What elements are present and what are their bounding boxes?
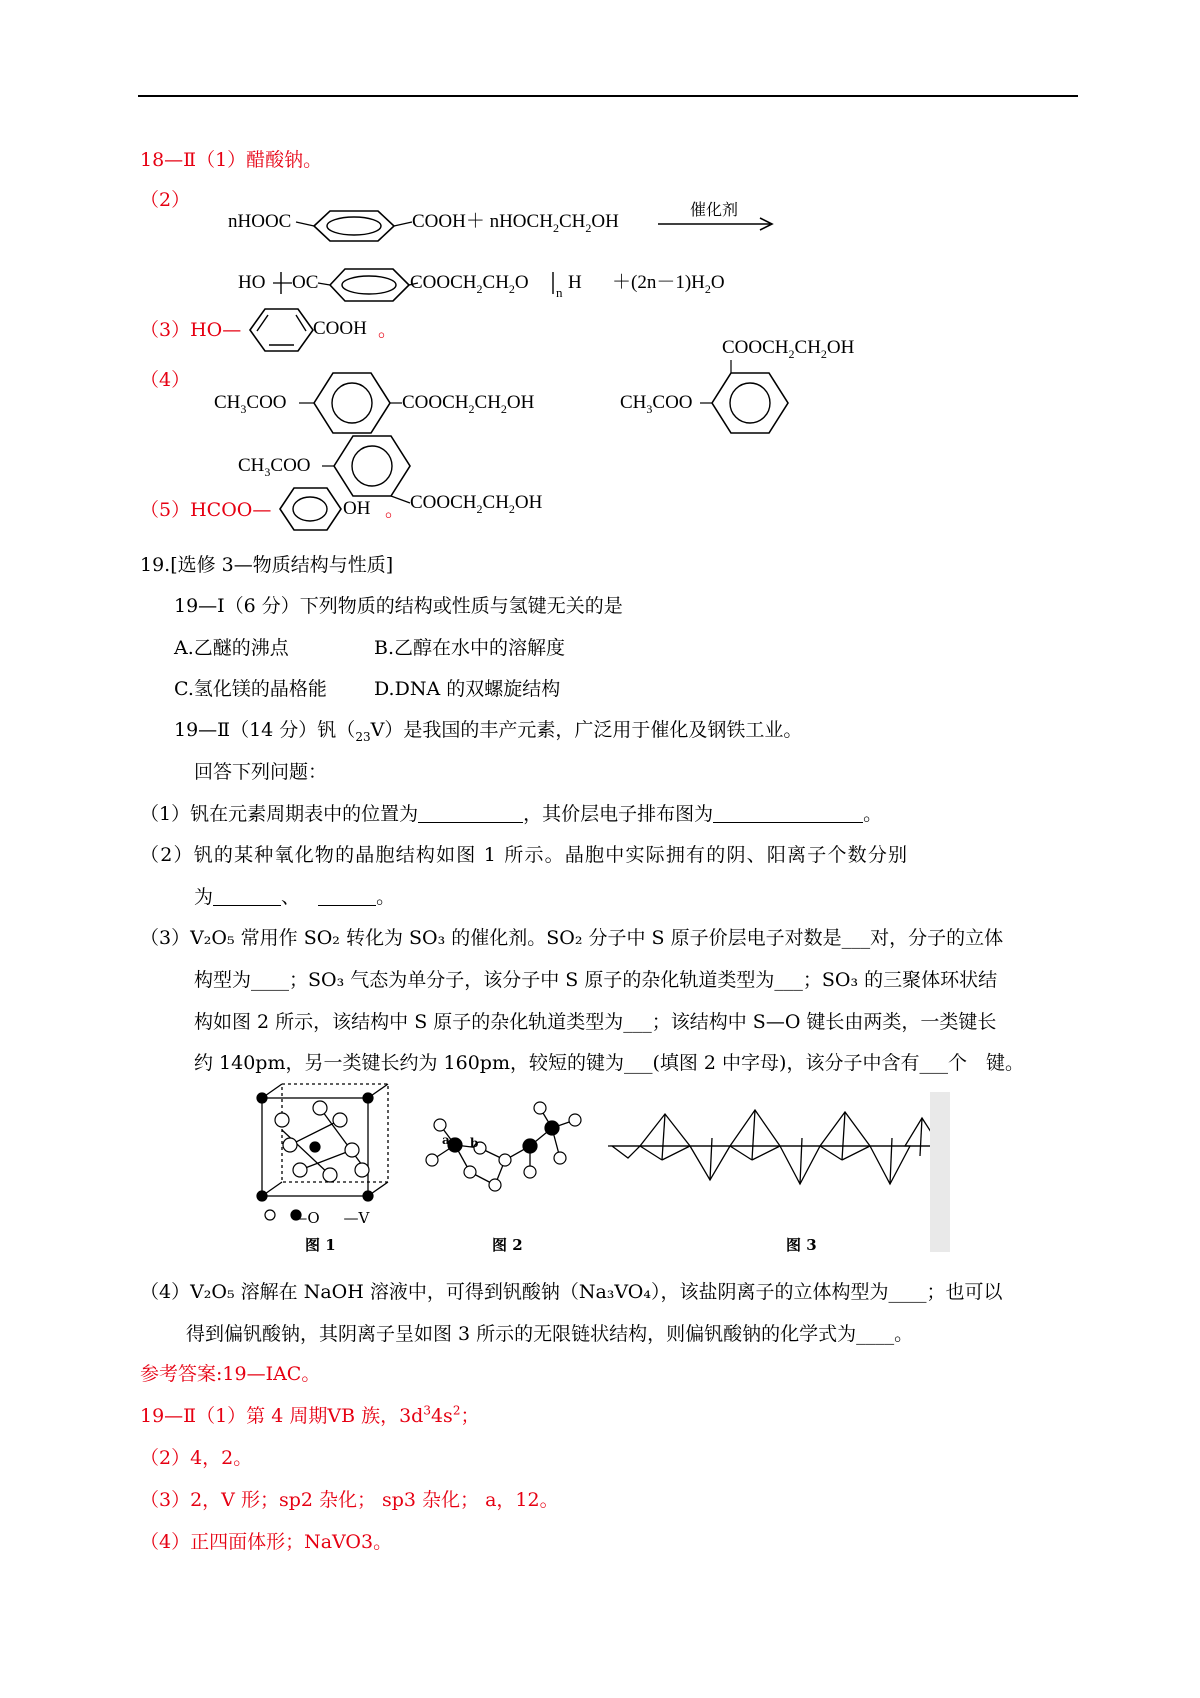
sub-question-4-line1: （4）V₂O₅ 溶解在 NaOH 溶液中，可得到钒酸钠（Na₃VO₄），该盐阴离子的立体构型为____；也可以: [140, 1281, 1003, 1303]
option-c: C.氢化镁的晶格能: [174, 678, 327, 700]
q18-5-end: 。: [385, 499, 405, 521]
sub-question-1: （1）钒在元素周期表中的位置为 ，其价层电子排布图为 。: [140, 803, 883, 825]
structure-c-top: $COOCH_2CH_2OH$: [722, 337, 855, 361]
answer-19-ii-3: （3）2，V 形；sp2 杂化； sp3 杂化； a，12。: [140, 1489, 559, 1511]
q18-answer-5-label: （5）HCOO—: [140, 499, 272, 521]
structure-a-left: $CH_3COO$: [214, 392, 287, 416]
water-term: $+(2n-1)H_2O$: [612, 272, 725, 296]
q18-answer-1: 18—Ⅱ（1）醋酸钠。: [140, 149, 323, 171]
fig2-label-a: a: [442, 1133, 450, 1147]
sub-question-3-line2: 构型为____；SO₃ 气态为单分子，该分子中 S 原子的杂化轨道类型为___；SO₃ 的三聚体环状结: [194, 969, 998, 991]
sub-question-2-line2: 为 、 。: [194, 886, 396, 908]
answer-19-i: 参考答案:19—ⅠAC。: [140, 1363, 321, 1385]
option-d: D.DNA 的双螺旋结构: [374, 678, 561, 700]
product-right: $COOCH_2CH_2O$: [410, 272, 529, 296]
fig1-caption: 图 1: [305, 1236, 336, 1254]
product-n: n: [556, 285, 563, 300]
q18-answer-2-label: （2）: [140, 189, 191, 211]
reactant-1-right: COOH＋ $nHOCH_2CH_2OH$: [412, 211, 619, 235]
product-left: HO: [238, 272, 266, 293]
q19-ii-prompt: 回答下列问题：: [194, 761, 328, 783]
answer-19-ii-4: （4）正四面体形；NaVO3。: [140, 1531, 393, 1553]
q18-3-end: 。: [378, 319, 398, 341]
answer-19-ii-1: 19—Ⅱ（1）第 4 周期ⅤB 族，$3d^34s^2$；: [140, 1403, 480, 1427]
sub-question-3-line4: 约 140pm，另一类键长约为 160pm，较短的键为___(填图 2 中字母)，该分子中含有___个 键。: [194, 1052, 1024, 1074]
fig2-caption: 图 2: [492, 1236, 523, 1254]
structure-b-right: $COOCH_2CH_2OH$: [410, 492, 543, 516]
fig1-atoms: [257, 1093, 373, 1220]
fig1-legend: —O —V: [278, 1209, 370, 1227]
fig3-caption: 图 3: [786, 1236, 817, 1254]
structure-b-left: $CH_3COO$: [238, 455, 311, 479]
q18-3-cooh: COOH: [313, 318, 367, 339]
answer-19-ii-2: （2）4，2。: [140, 1447, 253, 1469]
sub-question-3-line3: 构如图 2 所示，该结构中 S 原子的杂化轨道类型为___；该结构中 S—O 键长由两类，一类键长: [194, 1011, 997, 1033]
fig3-scan-shade: [930, 1092, 950, 1252]
sub-question-4-line2: 得到偏钒酸钠，其阴离子呈如图 3 所示的无限链状结构，则偏钒酸钠的化学式为____。: [186, 1323, 914, 1345]
fig3-tetrahedra-chain: [608, 1110, 940, 1184]
sub-question-3-line1: （3）V₂O₅ 常用作 SO₂ 转化为 SO₃ 的催化剂。SO₂ 分子中 S 原子价层电子对数是___对，分子的立体: [140, 927, 1004, 949]
q19-i-stem: 19—Ⅰ（6 分）下列物质的结构或性质与氢键无关的是: [174, 595, 623, 617]
q18-5-oh: OH: [343, 498, 371, 519]
q19-header: 19.[选修 3—物质结构与性质]: [140, 554, 394, 576]
sub-question-2-line1: （2）钒的某种氧化物的晶胞结构如图 1 所示。晶胞中实际拥有的阴、阳离子个数分别: [140, 844, 909, 866]
option-b: B.乙醇在水中的溶解度: [374, 637, 566, 659]
q18-answer-4-label: （4）: [140, 369, 191, 391]
fig2-label-b: b: [470, 1136, 479, 1150]
product-h: H: [568, 272, 582, 293]
reactant-1-left: nHOOC: [228, 211, 292, 232]
q19-ii-stem: 19—Ⅱ（14 分）钒$(_{23}V)$是我国的丰产元素，广泛用于催化及钢铁工业。: [174, 719, 803, 744]
structure-a-right: $COOCH_2CH_2OH$: [402, 392, 535, 416]
q18-answer-3-label: （3）HO—: [140, 319, 242, 341]
structure-c-left: $CH_3COO$: [620, 392, 693, 416]
catalyst-label: 催化剂: [690, 200, 739, 219]
option-a: A.乙醚的沸点: [174, 637, 289, 659]
product-oc: OC: [292, 272, 319, 293]
